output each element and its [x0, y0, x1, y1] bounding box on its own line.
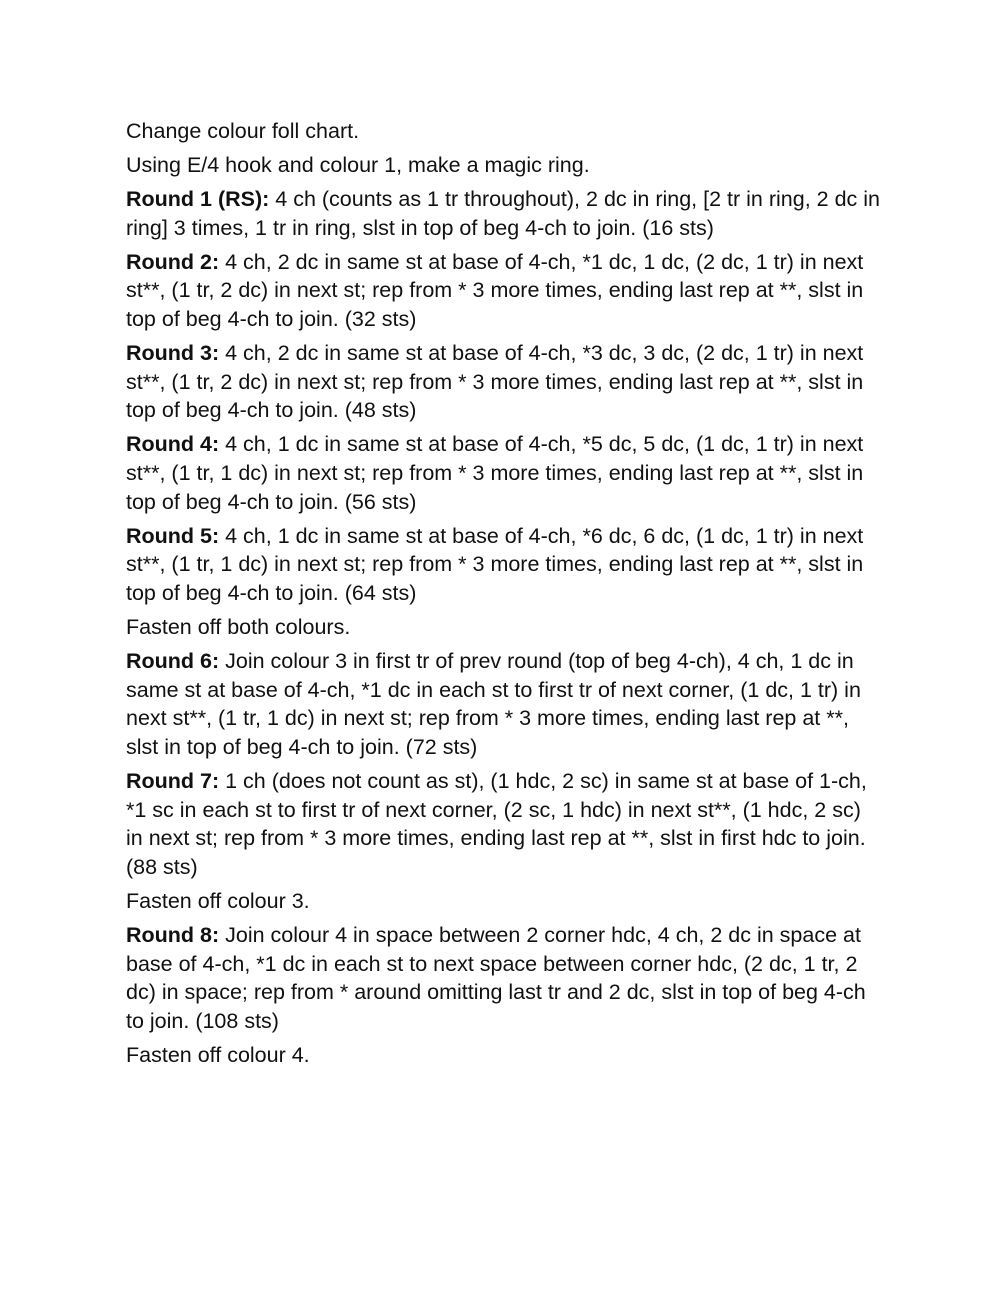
paragraph-round-4: [126, 430, 882, 516]
round-instructions: 1 ch (does not count as st), (1 hdc, 2 sc) in same st at base of 1-ch, *1 sc in each st to first tr of next corner, (2 sc, 1 hdc) in next st**, (1 hdc, 2 sc) in next st; rep from * 3 more times, ending last rep at **, slst in first hdc to join. (88 sts): [126, 768, 867, 879]
round-label: Round 2:: [126, 249, 220, 274]
round-instructions: Join colour 3 in first tr of prev round (top of beg 4-ch), 4 ch, 1 dc in same st at base of 4-ch, *1 dc in each st to first tr of next corner, (1 dc, 1 tr) in next st**, (1 tr, 1 dc) in next st; rep from * 3 more times, ending last rep at **, slst in top of beg 4-ch to join. (72 sts): [126, 649, 861, 759]
round-instructions: Join colour 4 in space between 2 corner hdc, 4 ch, 2 dc in space at base of 4-ch, *1 dc in each st to next space between corner hdc, (2 dc, 1 tr, 2 dc) in space; rep from * around omitting last tr and 2 dc, slst in top of beg 4-ch to join. (108 sts): [126, 922, 866, 1033]
paragraph-text: Change colour foll chart.: [126, 119, 360, 143]
round-label: Round 4:: [126, 432, 220, 457]
round-instructions: 4 ch, 2 dc in same st at base of 4-ch, *3 dc, 3 dc, (2 dc, 1 tr) in next st**, (1 tr, 2 dc) in next st; rep from * 3 more times, ending last rep at **, slst in top of beg 4-ch to join. (48 sts): [126, 341, 864, 423]
paragraph-round-8: [126, 921, 882, 1035]
round-instructions: 4 ch, 1 dc in same st at base of 4-ch, *6 dc, 6 dc, (1 dc, 1 tr) in next st**, (1 tr, 1 dc) in next st; rep from * 3 more times, ending last rep at **, slst in top of beg 4-ch to join. (64 sts): [126, 523, 864, 605]
round-label: Round 1 (RS):: [126, 187, 270, 212]
paragraph-round-6: [126, 647, 882, 761]
paragraph-text: Using E/4 hook and colour 1, make a magic ring.: [126, 153, 590, 178]
round-label: Round 8:: [126, 922, 220, 947]
paragraph-text: Fasten off colour 4.: [126, 1042, 310, 1067]
paragraph-text: Fasten off both colours.: [126, 615, 351, 639]
paragraph-text: Fasten off colour 3.: [126, 888, 310, 913]
paragraph-fasten-off-both: [126, 613, 882, 642]
round-instructions: 4 ch (counts as 1 tr throughout), 2 dc in ring, [2 tr in ring, 2 dc in ring] 3 times, 1 tr in ring, slst in top of beg 4-ch to join. (16 sts): [126, 187, 880, 240]
paragraph-round-1: [126, 185, 882, 242]
paragraph-round-7: [126, 767, 882, 881]
round-label: Round 5:: [126, 523, 220, 548]
paragraph-round-3: [126, 339, 882, 425]
paragraph-magic-ring: [126, 151, 882, 180]
round-label: Round 3:: [126, 341, 220, 366]
paragraph-round-2: [126, 248, 882, 334]
paragraph-fasten-off-colour-4: [126, 1041, 882, 1070]
round-instructions: 4 ch, 2 dc in same st at base of 4-ch, *1 dc, 1 dc, (2 dc, 1 tr) in next st**, (1 tr, 2 dc) in next st; rep from * 3 more times, ending last rep at **, slst in top of beg 4-ch to join. (32 sts): [126, 249, 864, 332]
document-page: [126, 117, 882, 1075]
paragraph-round-5: [126, 522, 882, 608]
round-label: Round 7:: [126, 768, 220, 793]
round-label: Round 6:: [126, 649, 220, 674]
round-instructions: 4 ch, 1 dc in same st at base of 4-ch, *5 dc, 5 dc, (1 dc, 1 tr) in next st**, (1 tr, 1 dc) in next st; rep from * 3 more times, ending last rep at **, slst in top of beg 4-ch to join. (56 sts): [126, 432, 864, 514]
paragraph-change-colour: [126, 117, 882, 146]
paragraph-fasten-off-colour-3: [126, 887, 882, 916]
